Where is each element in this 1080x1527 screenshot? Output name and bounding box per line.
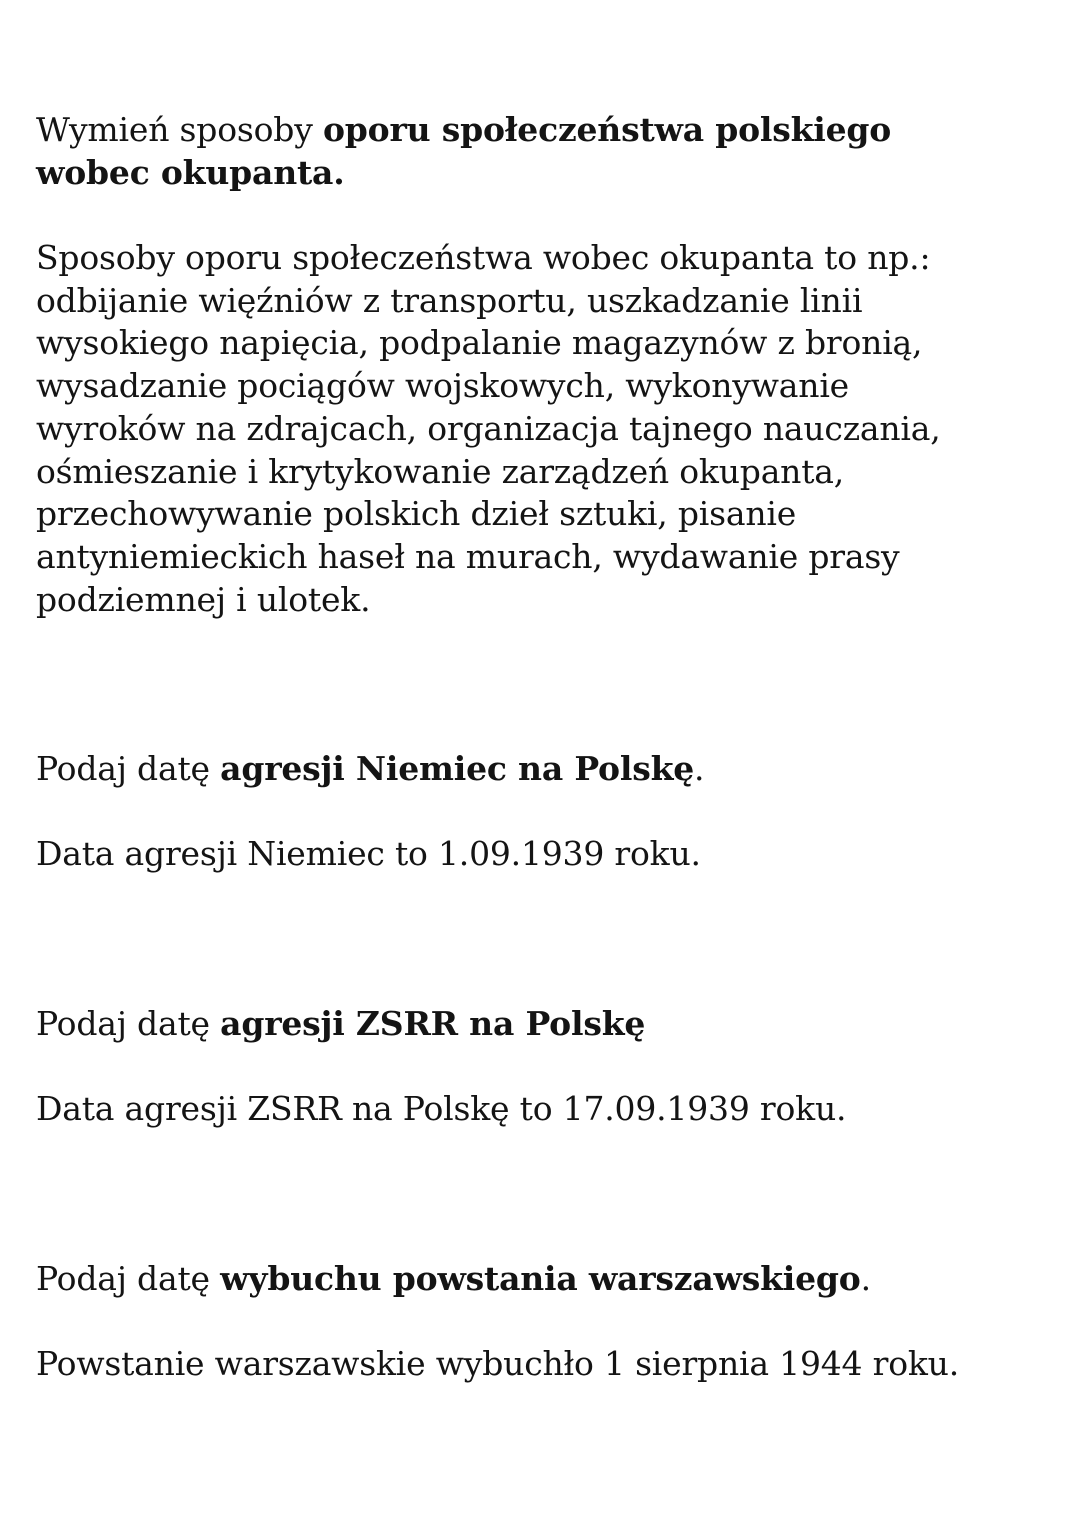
question-1	[36, 109, 1046, 194]
answer-1	[36, 237, 1046, 621]
answer-1-line: odbijanie więźniów z transportu, uszkadzanie linii	[36, 280, 863, 320]
question-4	[36, 1258, 1046, 1301]
answer-3	[36, 1088, 1046, 1131]
question-1-line-1	[36, 109, 1046, 152]
question-2-prefix: Podaj datę	[36, 749, 221, 788]
answer-1-line: wysokiego napięcia, podpalanie magazynów z bronią,	[36, 323, 923, 363]
question-1-bold-line-2: wobec okupanta.	[36, 152, 345, 192]
question-2-suffix: .	[694, 749, 705, 788]
answer-2-text: Data agresji Niemiec to 1.09.1939 roku.	[36, 834, 701, 873]
answer-1-line: wyroków na zdrajcach, organizacja tajnego nauczania,	[36, 408, 941, 448]
answer-1-line: podziemnej i ulotek.	[36, 579, 371, 619]
answer-3-text: Data agresji ZSRR na Polskę to 17.09.1939 roku.	[36, 1089, 847, 1128]
question-3-bold: agresji ZSRR na Polskę	[220, 1004, 646, 1043]
question-4-bold: wybuchu powstania warszawskiego	[220, 1259, 861, 1298]
question-2	[36, 748, 1046, 791]
question-3	[36, 1003, 1046, 1046]
answer-1-line: przechowywanie polskich dzieł sztuki, pisanie	[36, 494, 797, 534]
answer-4	[36, 1343, 1046, 1386]
question-1-prefix: Wymień sposoby	[36, 110, 323, 149]
question-4-prefix: Podaj datę	[36, 1259, 221, 1298]
question-2-line	[36, 748, 1046, 791]
question-2-bold: agresji Niemiec na Polskę	[220, 749, 695, 788]
question-1-bold: oporu społeczeństwa polskiego	[322, 110, 892, 149]
question-4-line	[36, 1258, 1046, 1301]
question-3-line	[36, 1003, 1046, 1046]
answer-1-line: ośmieszanie i krytykowanie zarządzeń okupanta,	[36, 451, 845, 491]
answer-2	[36, 833, 1046, 876]
answer-1-line: antyniemieckich haseł na murach, wydawanie prasy	[36, 536, 900, 576]
answer-1-line: wysadzanie pociągów wojskowych, wykonywanie	[36, 366, 850, 406]
answer-4-text: Powstanie warszawskie wybuchło 1 sierpnia 1944 roku.	[36, 1344, 960, 1383]
question-1-line-2	[36, 152, 1046, 195]
answer-1-line: Sposoby oporu społeczeństwa wobec okupanta to np.:	[36, 238, 931, 277]
question-3-prefix: Podaj datę	[36, 1004, 221, 1043]
question-4-suffix: .	[860, 1259, 871, 1298]
